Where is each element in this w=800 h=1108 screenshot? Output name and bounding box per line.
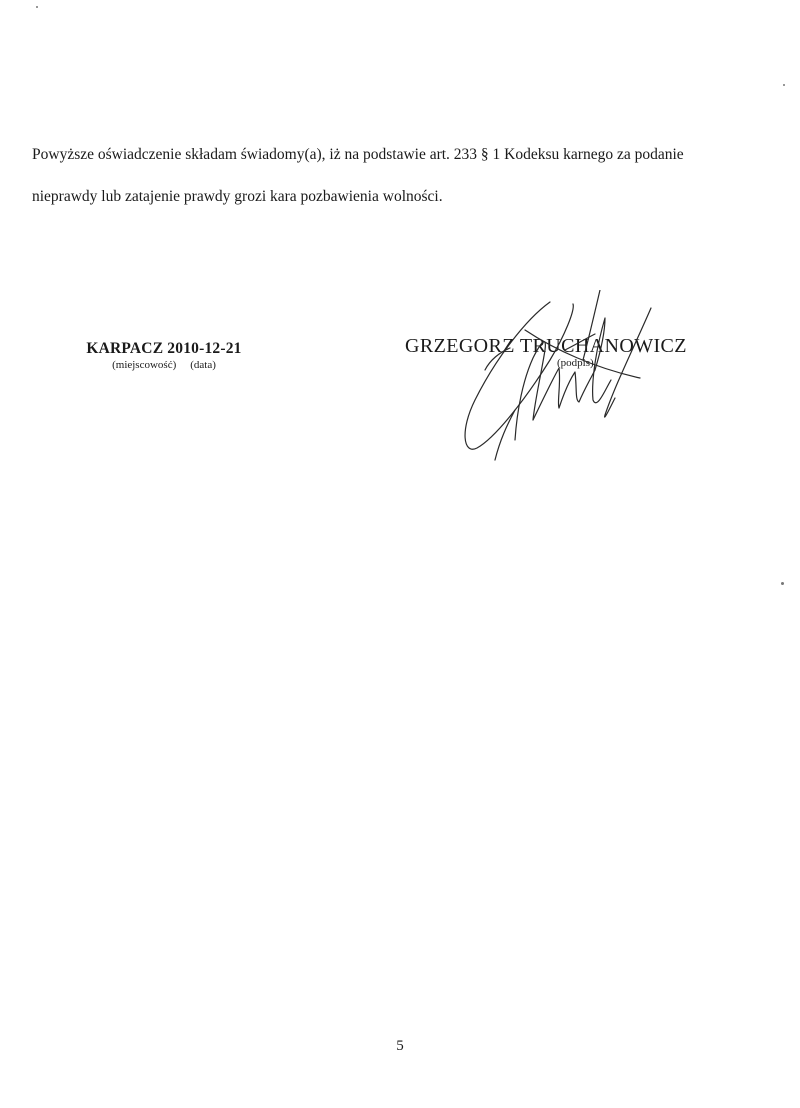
date-caption: (data) xyxy=(190,359,216,371)
place-date-value: KARPACZ 2010-12-21 xyxy=(86,340,242,357)
place-caption: (miejscowość) xyxy=(112,359,177,371)
handwritten-signature xyxy=(455,290,655,465)
statement-line-2: nieprawdy lub zatajenie prawdy grozi kara pozbawienia wolności. xyxy=(32,188,443,205)
signature-caption: (podpis) xyxy=(557,357,594,369)
signer-name: GRZEGORZ TRUCHANOWICZ xyxy=(405,335,687,357)
scan-speck xyxy=(781,582,784,585)
place-date-block xyxy=(74,340,254,371)
place-date-caption xyxy=(74,359,254,371)
scan-speck xyxy=(783,84,785,86)
scan-speck xyxy=(36,6,38,8)
page-number: 5 xyxy=(396,1038,404,1054)
statement-line-1: Powyższe oświadczenie składam świadomy(a), iż na podstawie art. 233 § 1 Kodeksu karnego za podanie xyxy=(32,146,684,163)
